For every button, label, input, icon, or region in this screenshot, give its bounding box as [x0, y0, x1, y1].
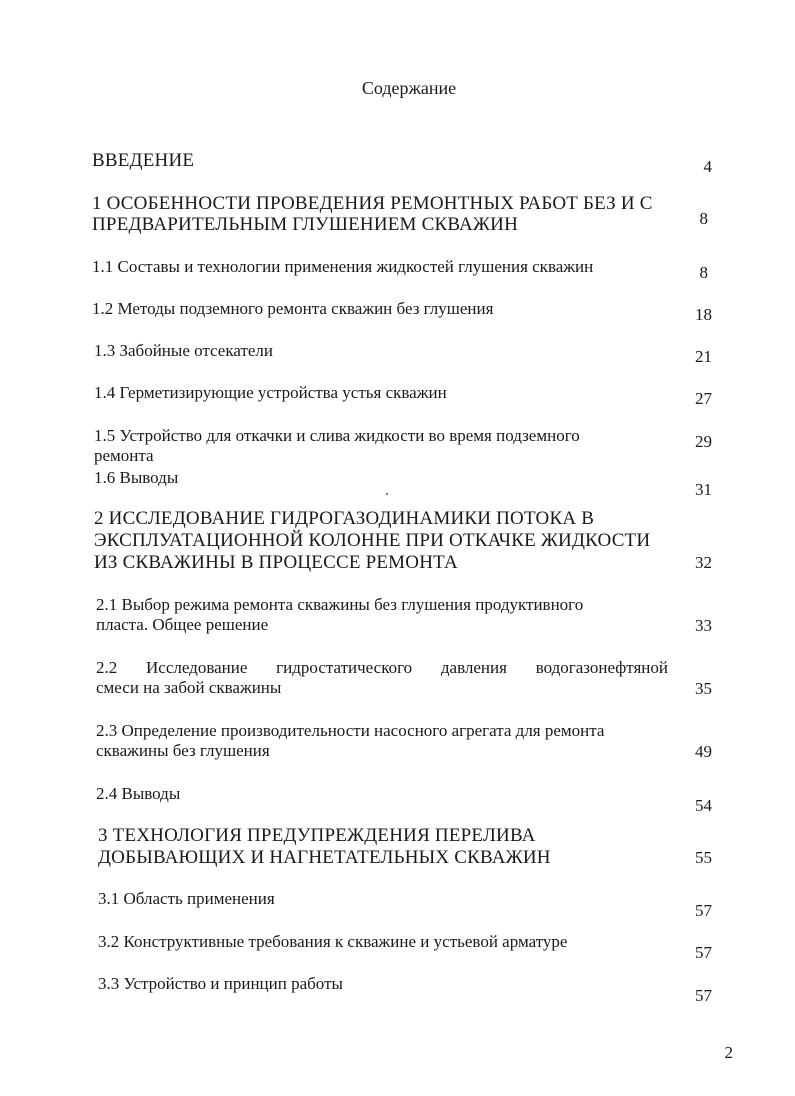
toc-page-3-1: 57 [695, 901, 712, 920]
toc-page-3-2: 57 [695, 943, 712, 962]
toc-entry-1-3: 1.3 Забойные отсекатели [94, 341, 273, 360]
toc-entry-chapter-2-line-3: ИЗ СКВАЖИНЫ В ПРОЦЕССЕ РЕМОНТА [94, 552, 458, 573]
document-title: Содержание [361, 78, 457, 98]
toc-entry-chapter-3-line-1: 3 ТЕХНОЛОГИЯ ПРЕДУПРЕЖДЕНИЯ ПЕРЕЛИВА [98, 825, 536, 846]
toc-entry-2-3-line-1: 2.3 Определение производительности насосного агрегата для ремонта [96, 721, 605, 740]
toc-entry-chapter-1-line-2: ПРЕДВАРИТЕЛЬНЫМ ГЛУШЕНИЕМ СКВАЖИН [92, 214, 519, 235]
toc-page-2-2: 35 [695, 679, 712, 698]
toc-entry-1-6: 1.6 Выводы [94, 468, 179, 487]
toc-entry-2-1-line-2: пласта. Общее решение [96, 615, 269, 634]
toc-page-chapter-3: 55 [695, 848, 712, 867]
toc-page-chapter-2: 32 [695, 553, 712, 572]
toc-page-2-4: 54 [695, 796, 712, 815]
toc-entry-3-3: 3.3 Устройство и принцип работы [98, 974, 343, 993]
scan-speck [386, 493, 388, 495]
toc-entry-chapter-1-line-1: 1 ОСОБЕННОСТИ ПРОВЕДЕНИЯ РЕМОНТНЫХ РАБОТ БЕЗ И С [92, 193, 653, 214]
toc-entry-1-4: 1.4 Герметизирующие устройства устья скважин [94, 383, 447, 402]
toc-entry-chapter-2-line-2: ЭКСПЛУАТАЦИОННОЙ КОЛОННЕ ПРИ ОТКАЧКЕ ЖИДКОСТИ [94, 530, 651, 551]
toc-page-2-1: 33 [695, 616, 712, 635]
toc-page-1-4: 27 [695, 389, 712, 408]
toc-page-3-3: 57 [695, 986, 712, 1005]
toc-entry-2-3-line-2: скважины без глушения [96, 741, 270, 760]
toc-entry-1-5-line-1: 1.5 Устройство для откачки и слива жидкости во время подземного [94, 426, 580, 445]
toc-entry-1-2: 1.2 Методы подземного ремонта скважин без глушения [92, 299, 494, 318]
toc-page-introduction: 4 [703, 157, 712, 176]
toc-entry-2-2-line-2: смеси на забой скважины [96, 678, 282, 697]
toc-entry-chapter-2-line-1: 2 ИССЛЕДОВАНИЕ ГИДРОГАЗОДИНАМИКИ ПОТОКА В [94, 508, 595, 529]
toc-entry-chapter-3-line-2: ДОБЫВАЮЩИХ И НАГНЕТАТЕЛЬНЫХ СКВАЖИН [98, 847, 551, 868]
page-number: 2 [724, 1043, 733, 1062]
toc-entry-1-5-line-2: ремонта [94, 446, 154, 465]
toc-entry-introduction: ВВЕДЕНИЕ [92, 150, 195, 171]
toc-entry-2-2-line-1: 2.2 Исследование гидростатического давления водогазонефтяной [96, 658, 668, 677]
toc-page-1-2: 18 [695, 305, 712, 324]
toc-page-1-6: 31 [695, 480, 712, 499]
toc-page-1-3: 21 [695, 347, 712, 366]
toc-page-1-1: 8 [699, 263, 708, 282]
toc-entry-1-1: 1.1 Составы и технологии применения жидкостей глушения скважин [92, 257, 594, 276]
toc-entry-3-1: 3.1 Область применения [98, 889, 275, 908]
toc-page-2-3: 49 [695, 742, 712, 761]
toc-entry-2-4: 2.4 Выводы [96, 784, 181, 803]
toc-page-1-5: 29 [695, 432, 712, 451]
toc-entry-3-2: 3.2 Конструктивные требования к скважине и устьевой арматуре [98, 932, 568, 951]
toc-entry-2-1-line-1: 2.1 Выбор режима ремонта скважины без глушения продуктивного [96, 595, 584, 614]
toc-page-chapter-1: 8 [699, 209, 708, 228]
